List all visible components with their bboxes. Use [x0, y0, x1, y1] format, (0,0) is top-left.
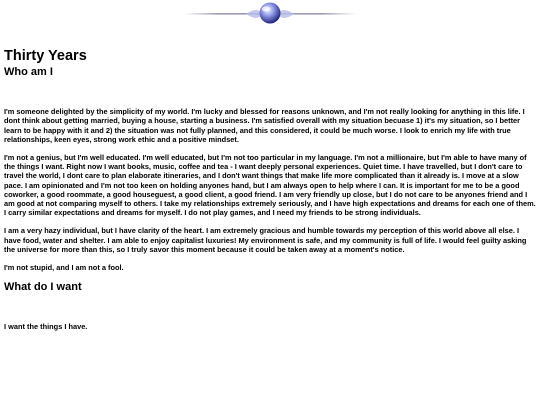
- section-heading-what-do-i-want: What do I want: [4, 281, 82, 294]
- horizontal-rule-with-orb-icon: [184, 0, 356, 28]
- page-content: [4, 47, 536, 340]
- what-do-i-want-body: [4, 322, 536, 331]
- paragraph: I'm not stupid, and I am not a fool.: [4, 262, 124, 272]
- paragraph: I want the things I have.: [4, 322, 88, 332]
- who-am-i-body: [4, 107, 536, 272]
- paragraph: I'm someone delighted by the simplicity of my world. I'm lucky and blessed for reasons unknown, and I'm not really looking for anything in this life. I dont think about getting married, buying a house, starting a business. I'm satisfied overall with my situation becuase 1) it's my situation, so I better learn to be happy with it and 2) the situation was not fully planned, and this considered, it could be much worse. I look to enrich my life with true relationships, keen eyes, strong work ethic and a positive mindset.: [4, 107, 525, 144]
- section-heading-who-am-i: Who am I: [4, 66, 53, 78]
- header-divider: [184, 0, 356, 28]
- paragraph: I'm not a genius, but I'm well educated. I'm well educated, but I'm not too particular in my language. I'm not a millionaire, but I'm able to have many of the things I want. Right now I want books, music, coffee and tea - I want deeply personal experiences. Quiet time. I have travelled, but I don't care to travel the world, I dont care to plan elaborate itineraries, and I don't want things that make life more complicated than it already is. I move at a slow pace. I am opinionated and I'm not too keen on holding anyones hand, but I am always open to help where I can. It is important for me to be a good coworker, a good roommate, a good houseguest, a good client, a good friend. I am very friendly up close, but I do not care to be anyones friend and I am good at not comparing myself to others. I take my relationships extremely seriously, and I have high expectations and dreams for each one of them. I carry similar expectations and dreams for myself. I do not play games, and I need my friends to be strong individuals.: [4, 152, 536, 218]
- paragraph: I am a very hazy individual, but I have clarity of the heart. I am extremely gracious and humble towards my perception of this world above all else. I have food, water and shelter. I am able to enjoy capitalist luxuries! My environment is safe, and my community is full of life. I would feel guilty asking the universe for more than this, so I truly savor this moment because it could be taken away at a moment's notice.: [4, 226, 527, 254]
- page-title: Thirty Years: [4, 48, 87, 64]
